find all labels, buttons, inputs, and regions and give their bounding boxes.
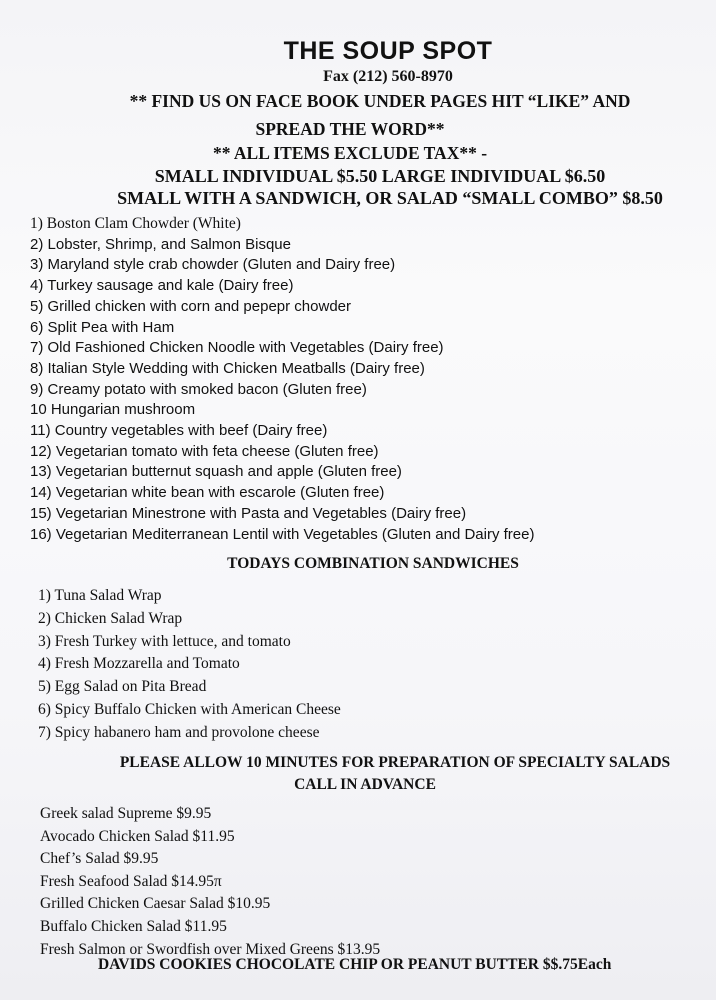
list-item: 9) Creamy potato with smoked bacon (Gluten free) bbox=[30, 380, 367, 398]
list-item: 3) Fresh Turkey with lettuce, and tomato bbox=[38, 632, 291, 650]
list-item: 4) Fresh Mozzarella and Tomato bbox=[38, 655, 240, 673]
soup-list bbox=[30, 214, 690, 545]
list-item: 15) Vegetarian Minestrone with Pasta and Vegetables (Dairy free) bbox=[30, 504, 467, 522]
combo-price-line: SMALL WITH A SANDWICH, OR SALAD “SMALL COMBO” $8.50 bbox=[117, 188, 663, 208]
list-item: 7) Spicy habanero ham and provolone cheese bbox=[38, 723, 320, 741]
list-item: 1) Tuna Salad Wrap bbox=[38, 587, 162, 604]
list-item: 7) Old Fashioned Chicken Noodle with Vegetables (Dairy free) bbox=[30, 339, 444, 357]
list-item: Buffalo Chicken Salad $11.95 bbox=[40, 917, 227, 935]
list-item: 2) Lobster, Shrimp, and Salmon Bisque bbox=[30, 235, 291, 253]
cookies-line: DAVIDS COOKIES CHOCOLATE CHIP OR PEANUT BUTTER $$.75Each bbox=[98, 956, 612, 973]
tax-notice: ** ALL ITEMS EXCLUDE TAX** - bbox=[212, 143, 488, 163]
combination-heading: TODAYS COMBINATION SANDWICHES bbox=[227, 555, 519, 572]
list-item: 11) Country vegetables with beef (Dairy free) bbox=[30, 422, 328, 440]
facebook-notice-line: ** FIND US ON FACE BOOK UNDER PAGES HIT “LIKE” AND bbox=[129, 91, 631, 111]
list-item: 1) Boston Clam Chowder (White) bbox=[30, 215, 241, 232]
list-item: 8) Italian Style Wedding with Chicken Meatballs (Dairy free) bbox=[30, 359, 425, 377]
list-item: 2) Chicken Salad Wrap bbox=[38, 609, 183, 627]
list-item: 6) Spicy Buffalo Chicken with American Cheese bbox=[38, 700, 341, 718]
list-item: 10 Hungarian mushroom bbox=[30, 401, 196, 419]
salad-heading-line: PLEASE ALLOW 10 MINUTES FOR PREPARATION OF SPECIALTY SALADS bbox=[119, 754, 671, 771]
list-item: Grilled Chicken Caesar Salad $10.95 bbox=[40, 895, 271, 913]
list-item: Avocado Chicken Salad $11.95 bbox=[40, 827, 235, 845]
fax-number: Fax (212) 560-8970 bbox=[323, 68, 453, 85]
list-item: 4) Turkey sausage and kale (Dairy free) bbox=[30, 277, 294, 295]
list-item: 5) Grilled chicken with corn and pepepr chowder bbox=[30, 297, 351, 315]
price-line: SMALL INDIVIDUAL $5.50 LARGE INDIVIDUAL $6.50 bbox=[154, 166, 606, 186]
list-item: 5) Egg Salad on Pita Bread bbox=[38, 678, 207, 696]
list-item: 3) Maryland style crab chowder (Gluten and Dairy free) bbox=[30, 256, 396, 274]
list-item: 14) Vegetarian white bean with escarole (Gluten free) bbox=[30, 484, 385, 502]
list-item: Fresh Salmon or Swordfish over Mixed Greens $13.95 bbox=[40, 940, 381, 958]
list-item: 13) Vegetarian butternut squash and apple (Gluten free) bbox=[30, 463, 402, 481]
spread-word-notice: SPREAD THE WORD** bbox=[255, 119, 445, 139]
list-item: 6) Split Pea with Ham bbox=[30, 318, 175, 336]
list-item: 12) Vegetarian tomato with feta cheese (Gluten free) bbox=[30, 442, 379, 460]
menu-header bbox=[0, 36, 716, 86]
page-title: THE SOUP SPOT bbox=[283, 37, 493, 65]
list-item: Greek salad Supreme $9.95 bbox=[40, 805, 212, 822]
sandwich-list bbox=[38, 585, 638, 745]
salad-heading bbox=[70, 752, 716, 796]
salad-heading-line: CALL IN ADVANCE bbox=[294, 776, 436, 793]
list-item: Fresh Seafood Salad $14.95π bbox=[40, 872, 222, 890]
list-item: Chef’s Salad $9.95 bbox=[40, 850, 159, 868]
facebook-notice bbox=[40, 90, 716, 112]
salad-list bbox=[40, 803, 680, 961]
list-item: 16) Vegetarian Mediterranean Lentil with Vegetables (Gluten and Dairy free) bbox=[30, 525, 535, 543]
